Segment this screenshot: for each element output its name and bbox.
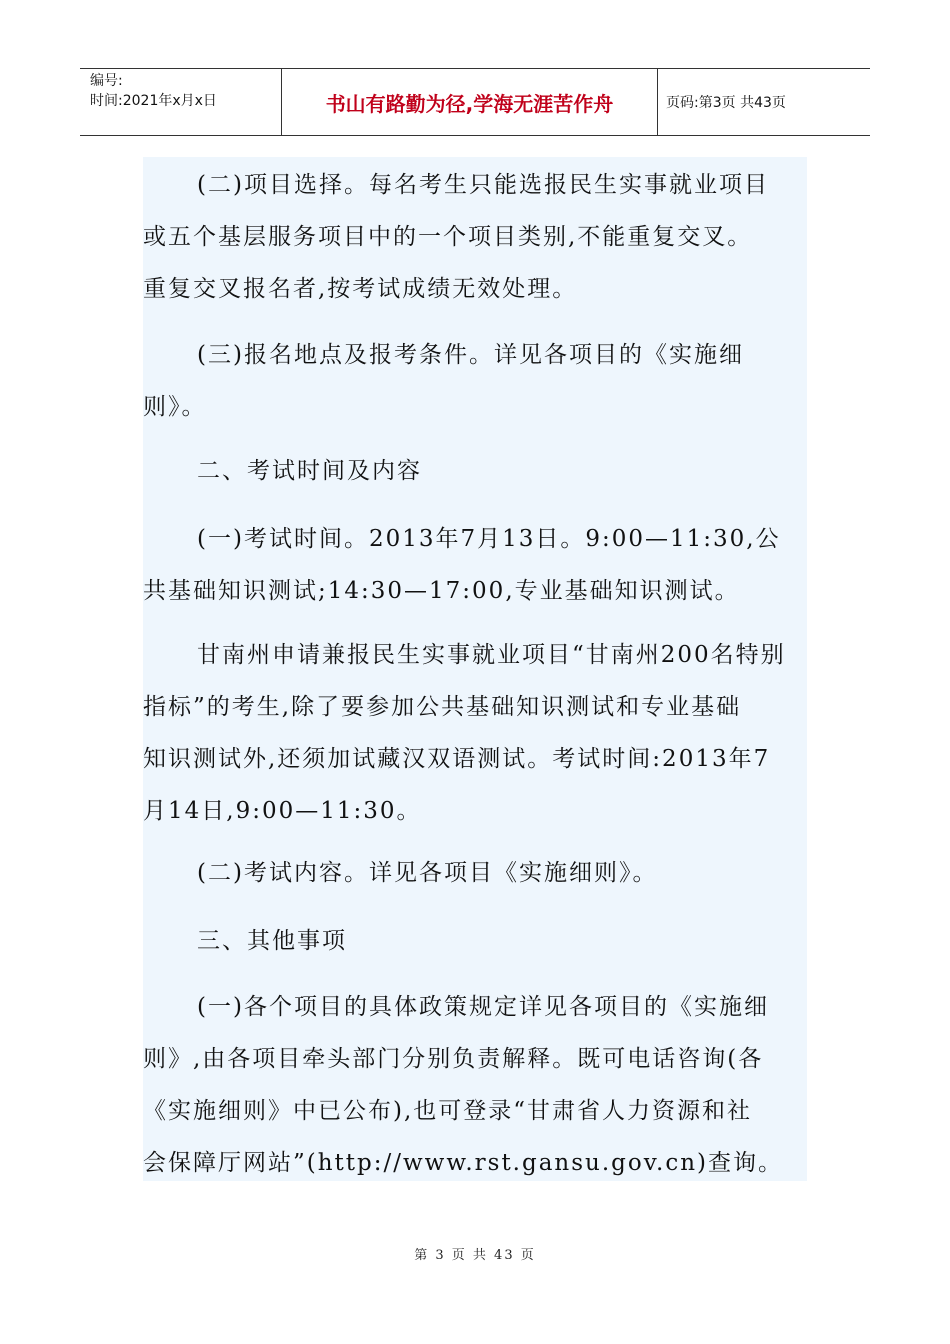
paragraph-policy-details	[143, 981, 807, 1189]
motto-text: 书山有路勤为径,学海无涯苦作舟	[325, 91, 614, 116]
page-footer	[0, 1244, 950, 1263]
text-line: 或五个基层服务项目中的一个项目类别,不能重复交叉。	[143, 224, 753, 250]
page-info-text: 页码:第3页 共43页	[666, 95, 786, 111]
paragraph-registration-location	[143, 329, 807, 433]
text-line: 会保障厅网站”(http://www.rst.gansu.gov.cn)查询。	[143, 1150, 783, 1176]
header-meta	[80, 69, 282, 135]
serial-label: 编号:	[90, 73, 123, 89]
header-motto	[282, 69, 658, 135]
text-line: (一)各个项目的具体政策规定详见各项目的《实施细	[197, 994, 769, 1020]
footer-page-number: 第 3 页 共 43 页	[414, 1248, 536, 1263]
text-line: 则》,由各项目牵头部门分别负责解释。既可电话咨询(各	[143, 1046, 764, 1072]
paragraph-exam-content	[143, 847, 807, 899]
text-line: 《实施细则》中已公布),也可登录“甘肃省人力资源和社	[143, 1098, 753, 1124]
text-line: (三)报名地点及报考条件。详见各项目的《实施细	[197, 342, 744, 368]
text-line: 知识测试外,还须加试藏汉双语测试。考试时间:2013年7	[143, 746, 771, 772]
section-heading: 二、考试时间及内容	[197, 458, 422, 484]
paragraph-project-selection	[143, 159, 807, 315]
document-body	[143, 157, 807, 1181]
section-heading: 三、其他事项	[197, 928, 347, 954]
section-heading-other	[143, 915, 807, 967]
text-line: (二)考试内容。详见各项目《实施细则》。	[197, 860, 658, 886]
text-line: (一)考试时间。2013年7月13日。9:00—11:30,公	[197, 526, 781, 552]
text-line: 指标”的考生,除了要参加公共基础知识测试和专业基础	[143, 694, 742, 720]
paragraph-gannan-bilingual	[143, 629, 807, 837]
date-label: 时间:2021年x月x日	[90, 93, 217, 109]
text-line: 甘南州申请兼报民生实事就业项目“甘南州200名特别	[197, 642, 786, 668]
text-line: 共基础知识测试;14:30—17:00,专业基础知识测试。	[143, 578, 740, 604]
text-line: 重复交叉报名者,按考试成绩无效处理。	[143, 276, 578, 302]
text-line: 则》。	[143, 394, 207, 420]
text-line: 月14日,9:00—11:30。	[143, 798, 422, 824]
page-header	[80, 68, 870, 136]
paragraph-exam-time	[143, 513, 807, 617]
section-heading-exam-time	[143, 445, 807, 497]
text-line: (二)项目选择。每名考生只能选报民生实事就业项目	[197, 172, 769, 198]
header-page-info	[658, 69, 870, 135]
